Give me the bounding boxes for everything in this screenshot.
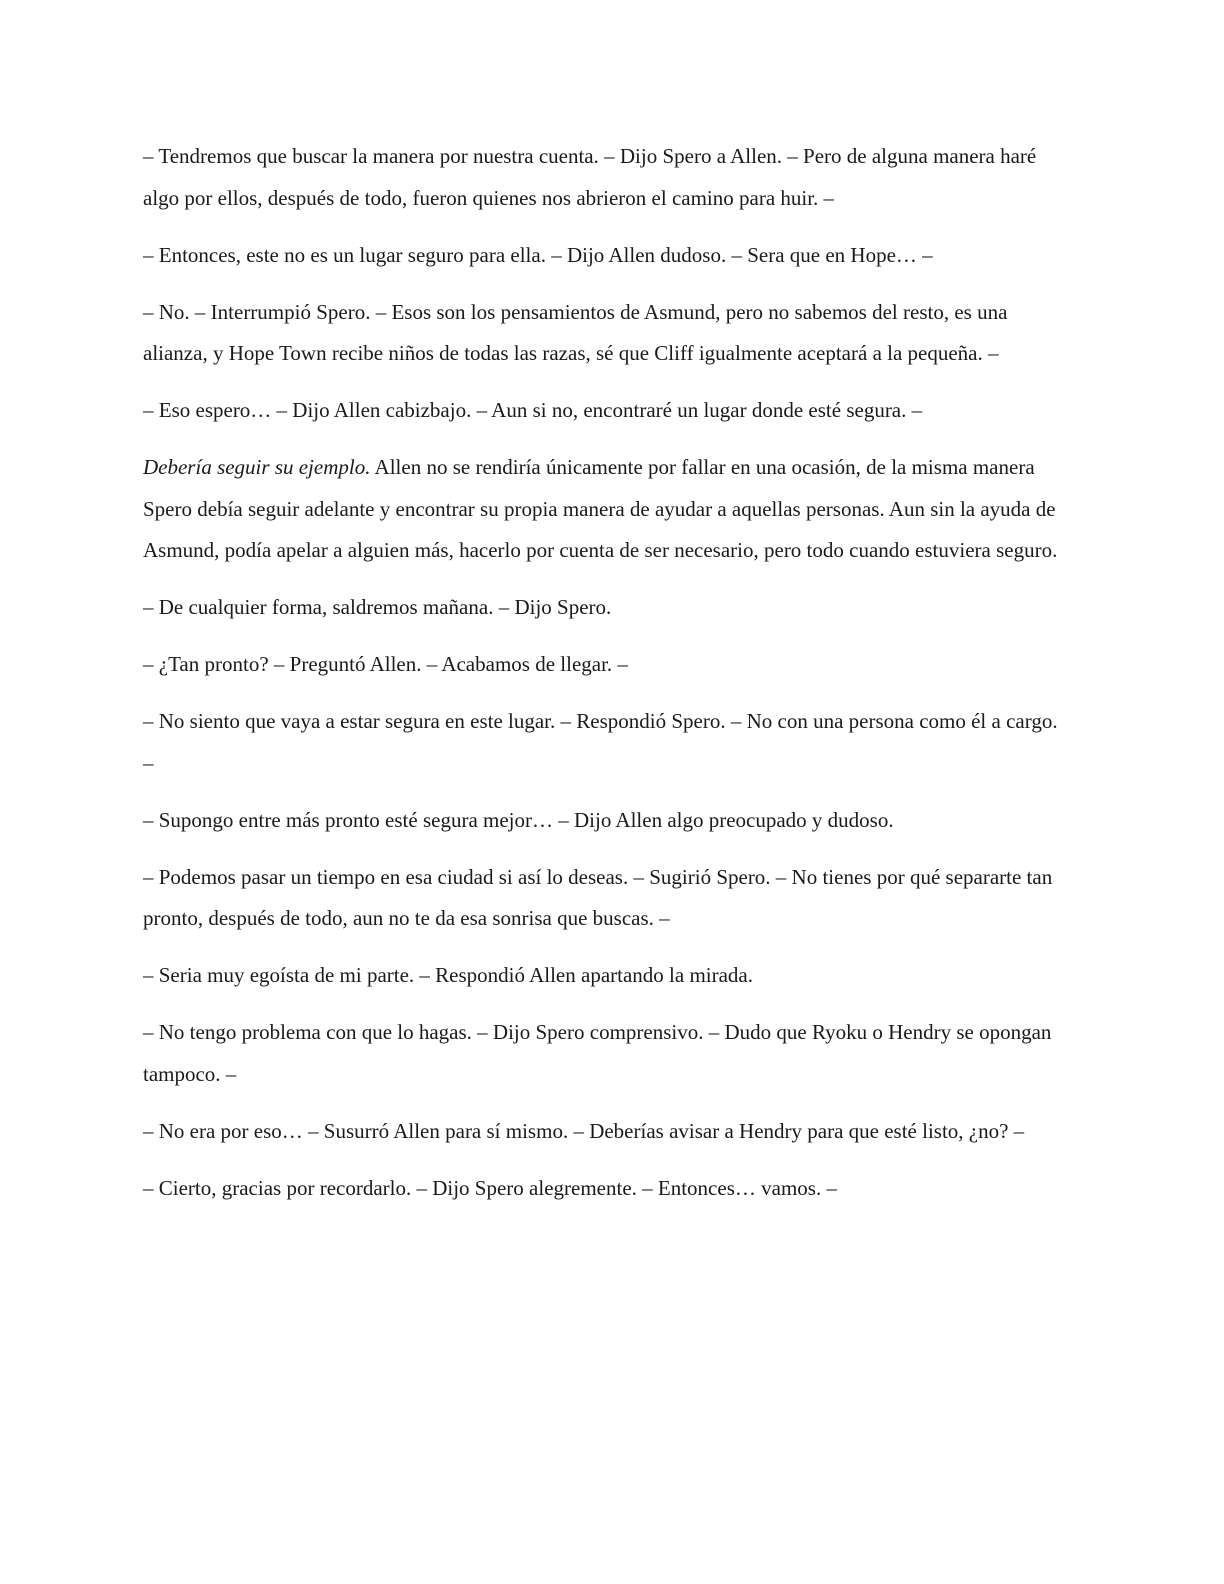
narration-text: Allen no se rendiría únicamente por fallar en una ocasión, de la misma manera Spero debía seguir adelante y encontrar su propia manera de ayudar a aquellas personas. Aun sin la ayuda de Asmund, podía apelar a alguien más, hacerlo por cuenta de ser necesario, pero todo cuando estuviera seguro. xyxy=(143,455,1058,562)
italic-thought: Debería seguir su ejemplo. xyxy=(143,455,371,479)
paragraph: – Podemos pasar un tiempo en esa ciudad si así lo deseas. – Sugirió Spero. – No tienes por qué separarte tan pronto, después de todo, aun no te da esa sonrisa que buscas. – xyxy=(143,864,1053,930)
paragraph-narration xyxy=(143,447,1073,572)
paragraph: – ¿Tan pronto? – Preguntó Allen. – Acabamos de llegar. – xyxy=(143,652,628,676)
paragraph: – No tengo problema con que lo hagas. – Dijo Spero comprensivo. – Dudo que Ryoku o Hendry se opongan tampoco. – xyxy=(143,1020,1052,1086)
paragraph: – Eso espero… – Dijo Allen cabizbajo. – Aun si no, encontraré un lugar donde esté segura. – xyxy=(143,398,923,422)
paragraph: – Supongo entre más pronto esté segura mejor… – Dijo Allen algo preocupado y dudoso. xyxy=(143,807,894,832)
paragraph: – Entonces, este no es un lugar seguro para ella. – Dijo Allen dudoso. – Sera que en Hope… – xyxy=(143,242,933,267)
paragraph: – No siento que vaya a estar segura en este lugar. – Respondió Spero. – No con una persona como él a cargo. – xyxy=(143,709,1058,775)
paragraph: – No. – Interrumpió Spero. – Esos son los pensamientos de Asmund, pero no sabemos del resto, es una alianza, y Hope Town recibe niños de todas las razas, sé que Cliff igualmente aceptará a la pequeña. – xyxy=(143,299,1008,365)
paragraph: – No era por eso… – Susurró Allen para sí mismo. – Deberías avisar a Hendry para que esté listo, ¿no? – xyxy=(143,1118,1025,1143)
paragraph: – Seria muy egoísta de mi parte. – Respondió Allen apartando la mirada. xyxy=(143,963,754,987)
paragraph: – De cualquier forma, saldremos mañana. – Dijo Spero. xyxy=(143,595,612,619)
paragraph: – Tendremos que buscar la manera por nuestra cuenta. – Dijo Spero a Allen. – Pero de alguna manera haré algo por ellos, después de todo, fueron quienes nos abrieron el camino para huir. – xyxy=(143,144,1037,210)
paragraph: – Cierto, gracias por recordarlo. – Dijo Spero alegremente. – Entonces… vamos. – xyxy=(143,1175,837,1200)
document-page xyxy=(143,136,1073,1225)
